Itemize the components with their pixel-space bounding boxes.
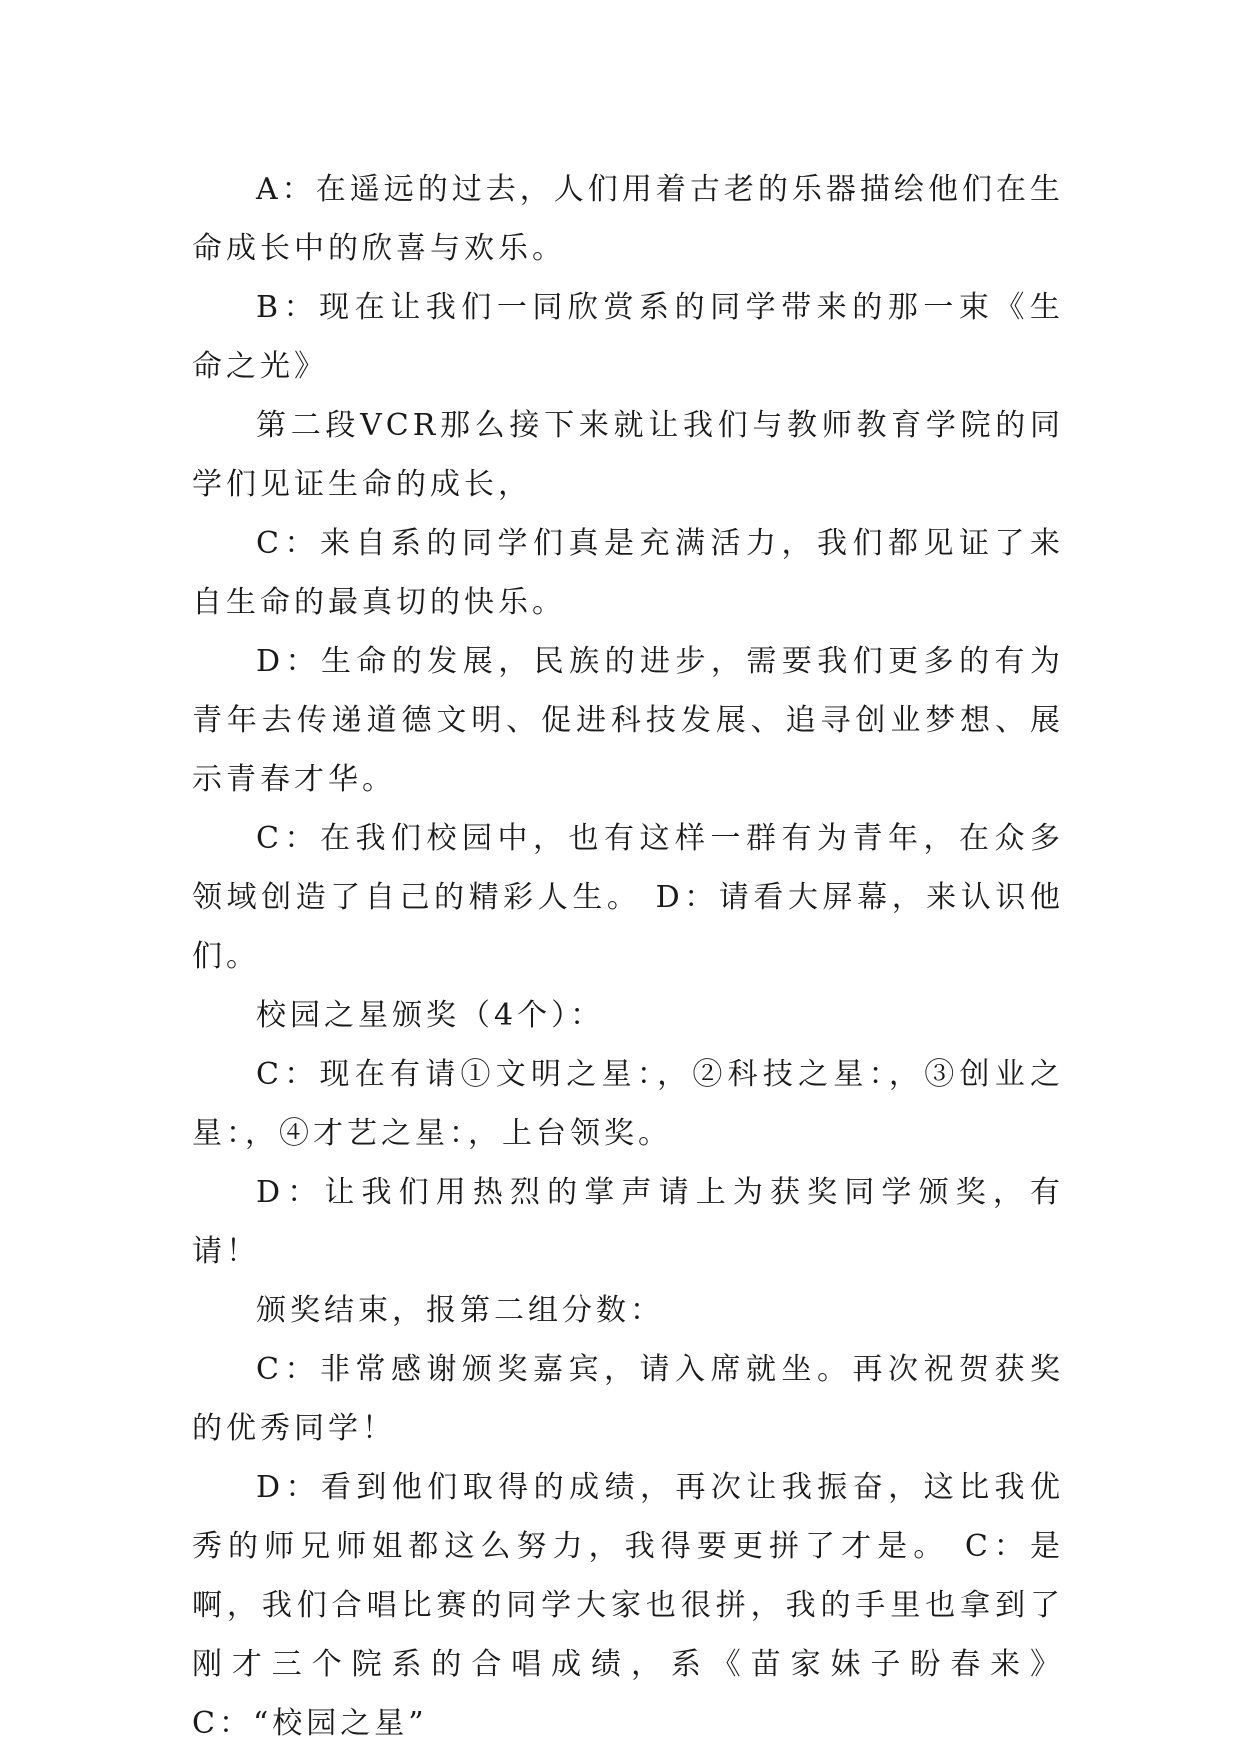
paragraph-4: C：来自系的同学们真是充满活力，我们都见证了来自生命的最真切的快乐。	[192, 526, 1064, 620]
paragraph-8: C：现在有请①文明之星：，②科技之星：，③创业之星：，④才艺之星：，上台领奖。	[192, 1057, 1064, 1151]
paragraph-1: A：在遥远的过去，人们用着古老的乐器描绘他们在生命成长中的欣喜与欢乐。	[192, 172, 1064, 266]
document-body	[192, 160, 1078, 1753]
paragraph-2: B：现在让我们一同欣赏系的同学带来的那一束《生命之光》	[192, 290, 1064, 384]
paragraph-3: 第二段VCR那么接下来就让我们与教师教育学院的同学们见证生命的成长，	[192, 408, 1064, 502]
paragraph-12: D：看到他们取得的成绩，再次让我振奋，这比我优秀的师兄师姐都这么努力，我得要更拼了才是。 C：是啊，我们合唱比赛的同学大家也很拼，我的手里也拿到了刚才三个院系的合唱成绩，系《苗家妹子盼春来》 C：“校园之星”	[192, 1470, 1078, 1741]
paragraph-11: C：非常感谢颁奖嘉宾，请入席就坐。再次祝贺获奖的优秀同学！	[192, 1352, 1064, 1446]
paragraph-7: 校园之星颁奖（4个）：	[256, 998, 605, 1033]
paragraph-9: D：让我们用热烈的掌声请上为获奖同学颁奖，有请！	[192, 1175, 1064, 1269]
paragraph-5: D：生命的发展，民族的进步，需要我们更多的有为青年去传递道德文明、促进科技发展、追寻创业梦想、展示青春才华。	[192, 644, 1064, 797]
paragraph-6: C：在我们校园中，也有这样一群有为青年，在众多领域创造了自己的精彩人生。 D：请看大屏幕，来认识他们。	[192, 821, 1064, 974]
paragraph-10: 颁奖结束，报第二组分数：	[256, 1293, 664, 1328]
